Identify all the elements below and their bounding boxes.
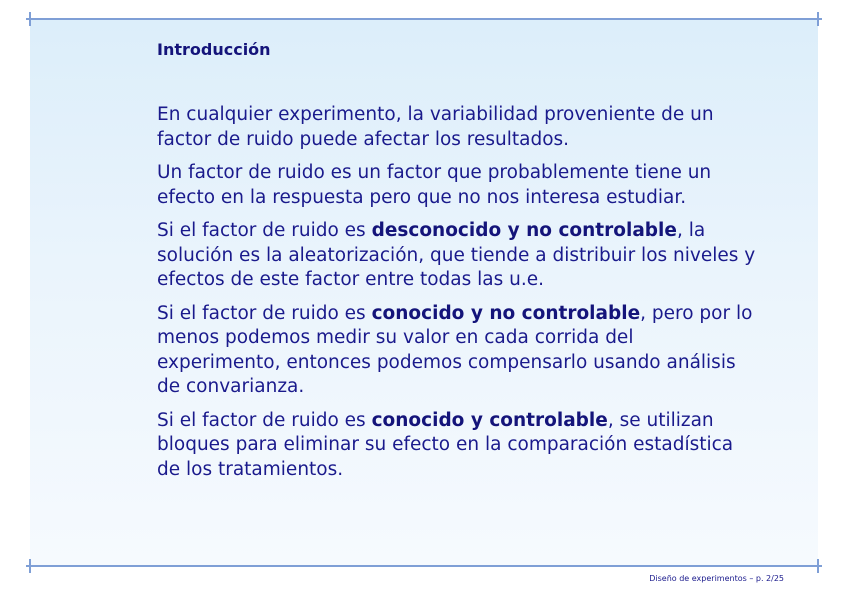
top-frame-line — [26, 18, 822, 20]
bottom-left-tick — [29, 559, 31, 573]
paragraph-text: , la solución es la aleatorización, que tiende a distribuir los niveles y efectos de este factor entre todas las u.e. — [157, 220, 756, 290]
emphasis-text: conocido y controlable — [371, 409, 608, 431]
body-paragraph — [157, 409, 757, 483]
emphasis-text: desconocido y no controlable — [371, 220, 677, 241]
paragraph-text: Si el factor de ruido es — [157, 409, 372, 431]
top-left-tick — [29, 12, 31, 26]
body-paragraph — [157, 302, 757, 400]
emphasis-text: conocido y no controlable — [371, 302, 641, 324]
paragraph-text: En cualquier experimento, la variabilidad proveniente de un factor de ruido puede afectar los resultados. — [157, 104, 714, 150]
paragraph-text: Si el factor de ruido es — [157, 302, 372, 324]
paragraph-text: , se utilizan bloques para eliminar su efecto en la comparación estadística de los tratamientos. — [157, 409, 734, 480]
bottom-frame-line — [26, 565, 822, 567]
bottom-right-tick — [817, 559, 819, 573]
body-paragraph — [157, 219, 757, 293]
body-paragraph — [157, 103, 757, 152]
slide-footer: Diseño de experimentos – p. 2/25 — [649, 574, 784, 583]
paragraph-text: Un factor de ruido es un factor que probablemente tiene un efecto en la respuesta pero que no nos interesa estudiar. — [157, 162, 712, 208]
top-right-tick — [817, 12, 819, 26]
slide-body — [157, 103, 757, 491]
body-paragraph — [157, 161, 757, 210]
slide-title: Introducción — [157, 40, 271, 59]
paragraph-text: , pero por lo menos podemos medir su valor en cada corrida del experimento, entonces podemos compensarlo usando análisis de convarianza. — [157, 302, 753, 397]
paragraph-text: Si el factor de ruido es — [157, 220, 372, 241]
